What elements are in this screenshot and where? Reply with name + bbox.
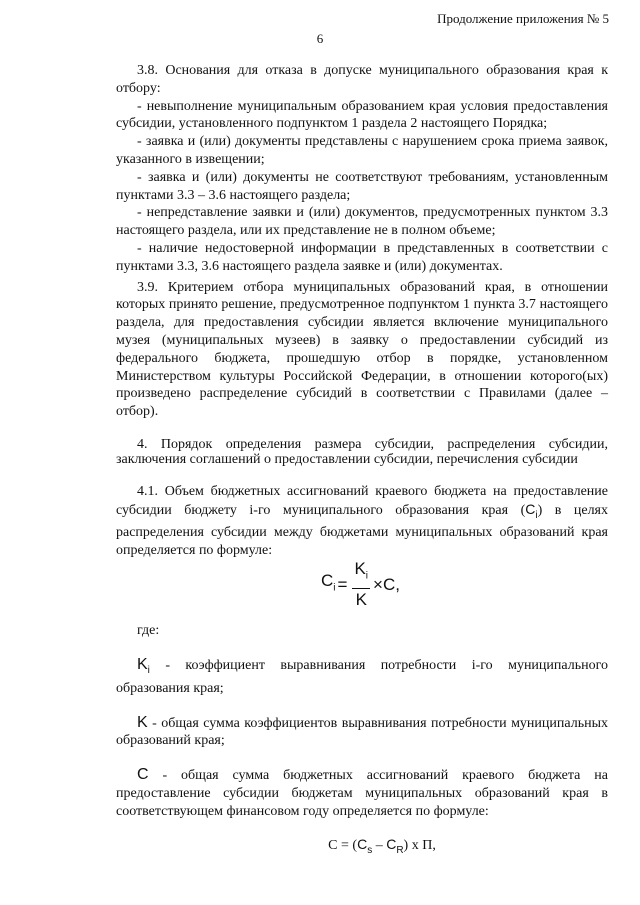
paragraph-3-8-intro: 3.8. Основания для отказа в допуске муниципального образования края к отбору: bbox=[116, 63, 608, 96]
list-item: - заявка и (или) документы представлены с нарушением срока приема заявок, указанного в извещении; bbox=[116, 134, 608, 167]
k-symbol: K bbox=[137, 713, 148, 731]
list-item: - заявка и (или) документы не соответствуют требованиям, установленным пунктами 3.3 – 3.6 настоящего раздела; bbox=[116, 169, 608, 203]
formula-lhs: $C_i$ bbox=[321, 571, 336, 594]
paragraph-3-9: 3.9. Критерием отбора муниципальных образований края, в отношении которых принято решение, предусмотренное подпунктом 1 пункта 3.7 настоящего раздела, для предоставления субсидии является включение муниципального музея (муниципальных музеев) в заявку о предоставлении субсидий из федерального бюджета, прошедшую отбор в порядке, установленном Министерством культуры Российской Федерации, в отношении которого(ых) произведено распределение субсидий в соответствии с Правилами (далее – отбор). bbox=[116, 279, 608, 420]
fraction-numerator: $K_i$ bbox=[352, 559, 370, 588]
formula-fraction bbox=[352, 559, 370, 610]
definition-k: K - общая сумма коэффициентов выравнивания потребности муниципальных образований края; bbox=[116, 713, 608, 749]
paragraph-4-1: 4.1. Объем бюджетных ассигнований краевого бюджета на предоставление субсидии бюджету i-го муниципального образования края $(C_i)$ в целях распределения субсидии между бюджетами муниципальных образований края определяется по формуле: bbox=[116, 483, 608, 559]
formula-equals: = bbox=[337, 575, 348, 595]
cs-symbol: $C_s$ bbox=[357, 836, 373, 857]
formula-tail: ×C, bbox=[373, 575, 400, 595]
definition-ki: $K_i$ - коэффициент выравнивания потребности i-го муниципального образования края; bbox=[116, 655, 608, 696]
appendix-continuation-label: Продолжение приложения № 5 bbox=[437, 11, 609, 26]
ci-symbol: $C_i$ bbox=[525, 500, 538, 521]
section-4-heading: 4. Порядок определения размера субсидии, распределения субсидии, заключения соглашений о предоставлении субсидии, перечисления субсидии bbox=[116, 436, 608, 467]
cr-symbol: $C_R$ bbox=[386, 836, 404, 857]
definition-c: C - общая сумма бюджетных ассигнований краевого бюджета на предоставление субсидии бюджетам муниципальных образований края в соответствующем финансовом году определяется по формуле: bbox=[116, 766, 608, 819]
list-item: - непредставление заявки и (или) документов, предусмотренных пунктом 3.3 настоящего раздела, или их представление не в полном объеме; bbox=[116, 205, 608, 239]
document-body bbox=[116, 62, 608, 860]
formula-c: $C = (C_s - C_R)$ х П, bbox=[328, 836, 436, 857]
fraction-denominator: K bbox=[355, 589, 367, 609]
list-item: - невыполнение муниципальным образованием края условия предоставления субсидии, установленного подпунктом 1 раздела 2 настоящего Порядка; bbox=[116, 98, 608, 132]
c-symbol: C bbox=[137, 766, 149, 784]
list-item: - наличие недостоверной информации в представленных в соответствии с пунктами 3.3, 3.6 настоящего раздела заявке и (или) документах. bbox=[116, 240, 608, 274]
formula-ci bbox=[116, 560, 608, 610]
where-label: где: bbox=[137, 622, 160, 638]
page-number: 6 bbox=[316, 31, 324, 46]
ki-symbol: $K_i$ bbox=[137, 655, 150, 676]
